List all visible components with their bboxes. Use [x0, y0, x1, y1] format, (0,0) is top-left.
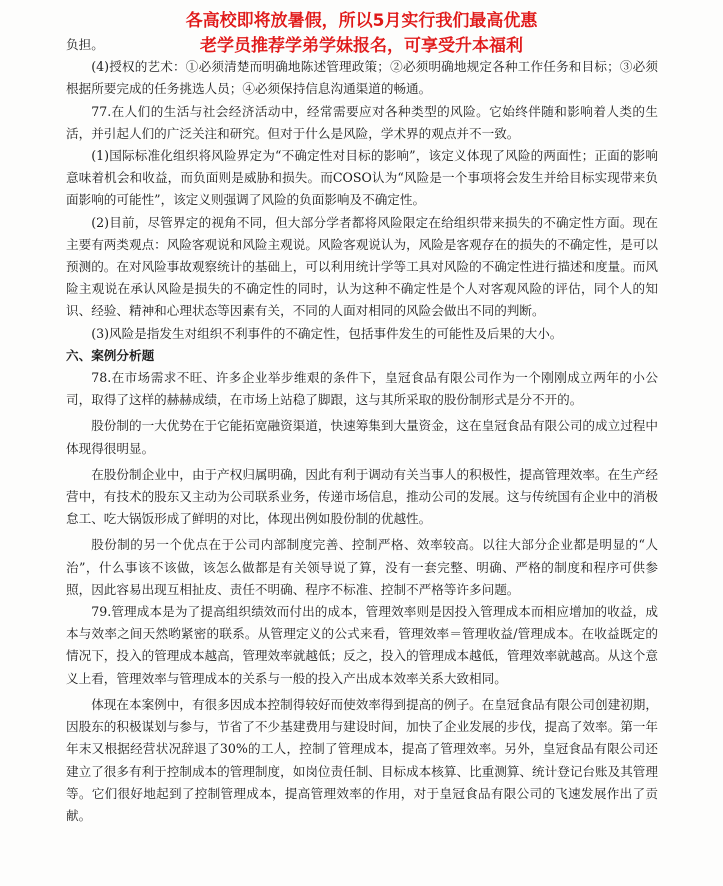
- paragraph: (3)风险是指发生对组织不利事件的不确定性，包括事件发生的可能性及后果的大小。: [91, 325, 563, 341]
- paragraph: 在股份制企业中，由于产权归属明确，因此有利于调动有关当事人的积极性，提高管理效率。在生产经营中，有技术的股东又主动为公司联系业务，传递市场信息，推动公司的发展。这与传统国有企业中的消极怠工、吃大锅饭形成了鲜明的对比，体现出例如股份制的优越性。: [66, 466, 658, 527]
- paragraph: (1)国际标准化组织将风险界定为“不确定性对目标的影响”，该定义体现了风险的两面性；正面的影响意味着机会和收益，而负面则是威胁和损失。而COSO认为“风险是一个事项将会发生并给目标实现带来负面影响的可能性”，该定义则强调了风险的负面影响及不确定性。: [66, 148, 658, 208]
- paragraph: 79.管理成本是为了提高组织绩效而付出的成本，管理效率则是因投入管理成本而相应增加的收益，成本与效率之间天然哟紧密的联系。从管理定义的公式来看，管理效率＝管理收益/管理成本。在收益既定的情况下，投入的管理成本越高，管理效率就越低；反之，投入的管理成本越低，管理效率就越高。从这个意义上看，管理效率与管理成本的关系与一般的投入产出成本效率关系大致相同。: [66, 604, 658, 686]
- paragraph: 77.在人们的生活与社会经济活动中，经常需要应对各种类型的风险。它始终伴随和影响着人类的生活，并引起人们的广泛关注和研究。但对于什么是风险，学术界的观点并不一致。: [66, 103, 658, 141]
- paragraph: 78.在市场需求不旺、许多企业举步维艰的条件下，皇冠食品有限公司作为一个刚刚成立两年的小公司，取得了这样的赫赫成绩，在市场上站稳了脚跟，这与其所采取的股份制形式是分不开的。: [66, 370, 658, 408]
- section-heading: 六、案例分析题: [66, 347, 155, 363]
- paragraph: 股份制的一大优势在于它能拓宽融资渠道，快速筹集到大量资金，这在皇冠食品有限公司的成立过程中体现得很明显。: [66, 418, 658, 456]
- paragraph: (4)授权的艺术：①必须清楚而明确地陈述管理政策；②必须明确地规定各种工作任务和目标；③必须根据所要完成的任务挑选人员；④必须保持信息沟通渠道的畅通。: [66, 59, 658, 97]
- paragraph: 体现在本案例中，有很多因成本控制得较好而使效率得到提高的例子。在皇冠食品有限公司创建初期，因股东的积极谋划与参与，节省了不少基建费用与建设时间，加快了企业发展的步伐，提高了效率。第一年年末又根据经营状况辞退了30%的工人，控制了管理成本，提高了管理效率。另外，皇冠食品有限公司还建立了很多有利于控制成本的管理制度，如岗位责任制、目标成本核算、比重测算、统计登记台账及其管理等。它们很好地起到了控制管理成本，提高管理效率的作用，对于皇冠食品有限公司的飞速发展作出了贡献。: [66, 696, 658, 823]
- paragraph: (2)目前，尽管界定的视角不同，但大部分学者都将风险限定在给组织带来损失的不确定性方面。现在主要有两类观点：风险客观说和风险主观说。风险客观说认为，风险是客观存在的损失的不确定性，是可以预测的。在对风险事故观察统计的基础上，可以利用统计学等工具对风险的不确定性进行描述和度量。而风险主观说在承认风险是损失的不确定性的同时，认为这种不确定性是个人对客观风险的评估，同个人的知识、经验、精神和心理状态等因素有关，不同的人面对相同的风险会做出不同的判断。: [66, 214, 658, 319]
- document-body: [66, 34, 658, 827]
- paragraph: 股份制的另一个优点在于公司内部制度完善、控制严格、效率较高。以往大部分企业都是明显的“人治”，什么事该不该做，该怎么做都是有关领导说了算，没有一套完整、明确、严格的制度和程序可供参照，因此容易出现互相扯皮、责任不明确、程序不标准、控制不严格等许多问题。: [66, 537, 658, 597]
- promo-banner-line-2: 老学员推荐学弟学妹报名，可享受升本福利: [200, 36, 523, 56]
- paragraph: 负担。: [66, 37, 104, 52]
- promo-banner-line-1: 各高校即将放暑假，所以5月实行我们最高优惠: [185, 11, 538, 31]
